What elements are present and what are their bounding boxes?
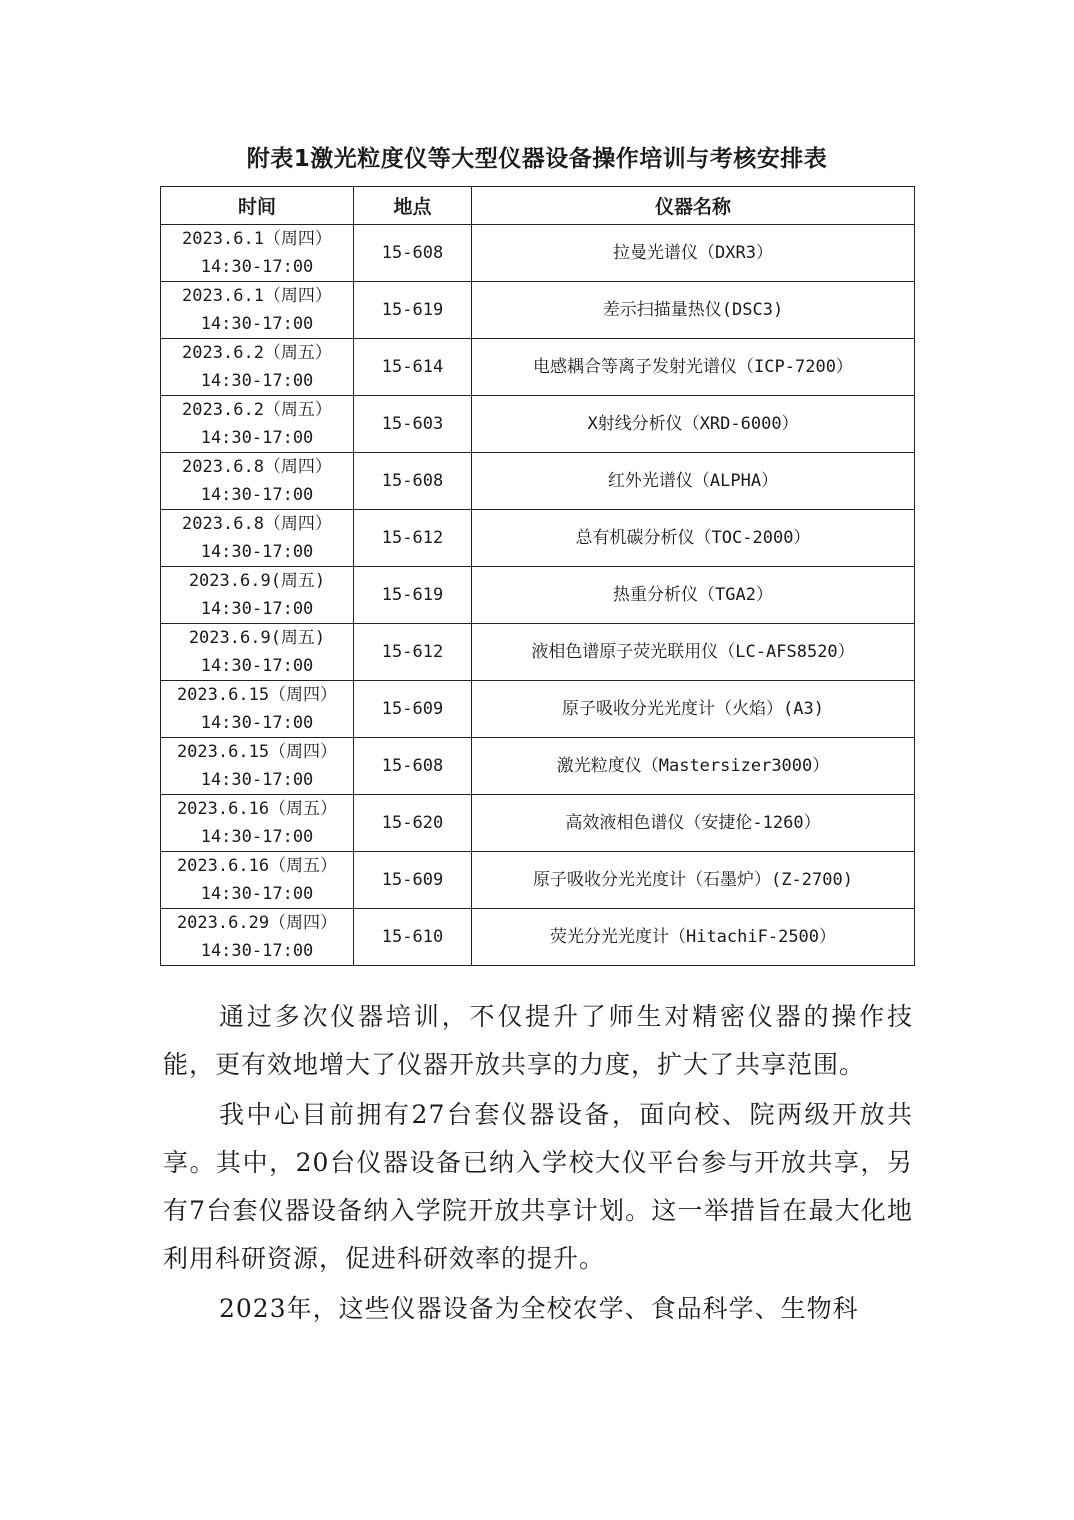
- cell-date: 2023.6.9(周五): [188, 628, 326, 648]
- table-header-row: [161, 187, 915, 225]
- cell-location: 15-619: [354, 567, 472, 624]
- cell-hours: 14:30-17:00: [200, 656, 314, 676]
- table-row: [161, 852, 915, 909]
- cell-instrument: 原子吸收分光光度计（石墨炉）(Z-2700): [472, 852, 915, 909]
- cell-time: [161, 738, 354, 795]
- cell-time: [161, 852, 354, 909]
- body-text: [163, 993, 913, 1335]
- cell-instrument: 高效液相色谱仪（安捷伦-1260）: [472, 795, 915, 852]
- cell-time: [161, 909, 354, 966]
- cell-date: 2023.6.15（周四）: [176, 685, 338, 705]
- cell-time: [161, 225, 354, 282]
- table-title: 附表1激光粒度仪等大型仪器设备操作培训与考核安排表: [246, 146, 828, 172]
- table-row: [161, 909, 915, 966]
- cell-hours: 14:30-17:00: [200, 599, 314, 619]
- cell-time: [161, 453, 354, 510]
- table-row: [161, 567, 915, 624]
- cell-date: 2023.6.2（周五）: [182, 343, 332, 363]
- cell-hours: 14:30-17:00: [200, 827, 314, 847]
- cell-location: 15-610: [354, 909, 472, 966]
- cell-hours: 14:30-17:00: [200, 314, 314, 334]
- cell-date: 2023.6.2（周五）: [182, 400, 332, 420]
- table-row: [161, 282, 915, 339]
- table-row: [161, 510, 915, 567]
- table-row: [161, 225, 915, 282]
- table-row: [161, 624, 915, 681]
- cell-location: 15-609: [354, 681, 472, 738]
- cell-instrument: 热重分析仪（TGA2）: [472, 567, 915, 624]
- cell-location: 15-619: [354, 282, 472, 339]
- header-time: 时间: [161, 187, 354, 225]
- cell-date: 2023.6.16（周五）: [176, 799, 338, 819]
- cell-hours: 14:30-17:00: [200, 542, 314, 562]
- cell-hours: 14:30-17:00: [200, 371, 314, 391]
- table-row: [161, 453, 915, 510]
- cell-instrument: 电感耦合等离子发射光谱仪（ICP-7200）: [472, 339, 915, 396]
- cell-instrument: 激光粒度仪（Mastersizer3000）: [472, 738, 915, 795]
- cell-instrument: 拉曼光谱仪（DXR3）: [472, 225, 915, 282]
- cell-time: [161, 396, 354, 453]
- cell-location: 15-612: [354, 510, 472, 567]
- schedule-table: [160, 186, 915, 966]
- cell-hours: 14:30-17:00: [200, 884, 314, 904]
- cell-time: [161, 510, 354, 567]
- cell-time: [161, 681, 354, 738]
- cell-time: [161, 282, 354, 339]
- cell-instrument: 荧光分光光度计（HitachiF-2500）: [472, 909, 915, 966]
- cell-time: [161, 339, 354, 396]
- cell-instrument: X射线分析仪（XRD-6000）: [472, 396, 915, 453]
- cell-location: 15-608: [354, 225, 472, 282]
- cell-date: 2023.6.15（周四）: [176, 742, 338, 762]
- table-row: [161, 396, 915, 453]
- cell-hours: 14:30-17:00: [200, 485, 314, 505]
- cell-time: [161, 624, 354, 681]
- cell-date: 2023.6.1（周四）: [182, 229, 332, 249]
- cell-location: 15-608: [354, 738, 472, 795]
- cell-date: 2023.6.29（周四）: [176, 913, 338, 933]
- cell-date: 2023.6.1（周四）: [182, 286, 332, 306]
- cell-instrument: 红外光谱仪（ALPHA）: [472, 453, 915, 510]
- header-location: 地点: [354, 187, 472, 225]
- cell-location: 15-609: [354, 852, 472, 909]
- cell-instrument: 液相色谱原子荧光联用仪（LC-AFS8520）: [472, 624, 915, 681]
- cell-hours: 14:30-17:00: [200, 770, 314, 790]
- table-row: [161, 795, 915, 852]
- cell-date: 2023.6.8（周四）: [182, 457, 332, 477]
- table-row: [161, 339, 915, 396]
- cell-date: 2023.6.9(周五): [188, 571, 326, 591]
- paragraph: 我中心目前拥有27台套仪器设备，面向校、院两级开放共享。其中，20台仪器设备已纳入学校大仪平台参与开放共享，另有7台套仪器设备纳入学院开放共享计划。这一举措旨在最大化地利用科研资源，促进科研效率的提升。: [163, 1100, 913, 1273]
- paragraph: 2023年，这些仪器设备为全校农学、食品科学、生物科: [219, 1294, 859, 1323]
- cell-instrument: 总有机碳分析仪（TOC-2000）: [472, 510, 915, 567]
- cell-date: 2023.6.8（周四）: [182, 514, 332, 534]
- cell-time: [161, 795, 354, 852]
- cell-location: 15-614: [354, 339, 472, 396]
- paragraph: 通过多次仪器培训，不仅提升了师生对精密仪器的操作技能，更有效地增大了仪器开放共享的力度，扩大了共享范围。: [163, 1002, 913, 1079]
- cell-hours: 14:30-17:00: [200, 428, 314, 448]
- cell-location: 15-620: [354, 795, 472, 852]
- cell-location: 15-603: [354, 396, 472, 453]
- cell-hours: 14:30-17:00: [200, 941, 314, 961]
- cell-time: [161, 567, 354, 624]
- cell-instrument: 差示扫描量热仪(DSC3): [472, 282, 915, 339]
- cell-location: 15-612: [354, 624, 472, 681]
- cell-instrument: 原子吸收分光光度计（火焰）(A3): [472, 681, 915, 738]
- table-row: [161, 681, 915, 738]
- cell-date: 2023.6.16（周五）: [176, 856, 338, 876]
- cell-hours: 14:30-17:00: [200, 713, 314, 733]
- table-row: [161, 738, 915, 795]
- cell-hours: 14:30-17:00: [200, 257, 314, 277]
- cell-location: 15-608: [354, 453, 472, 510]
- header-instrument: 仪器名称: [472, 187, 915, 225]
